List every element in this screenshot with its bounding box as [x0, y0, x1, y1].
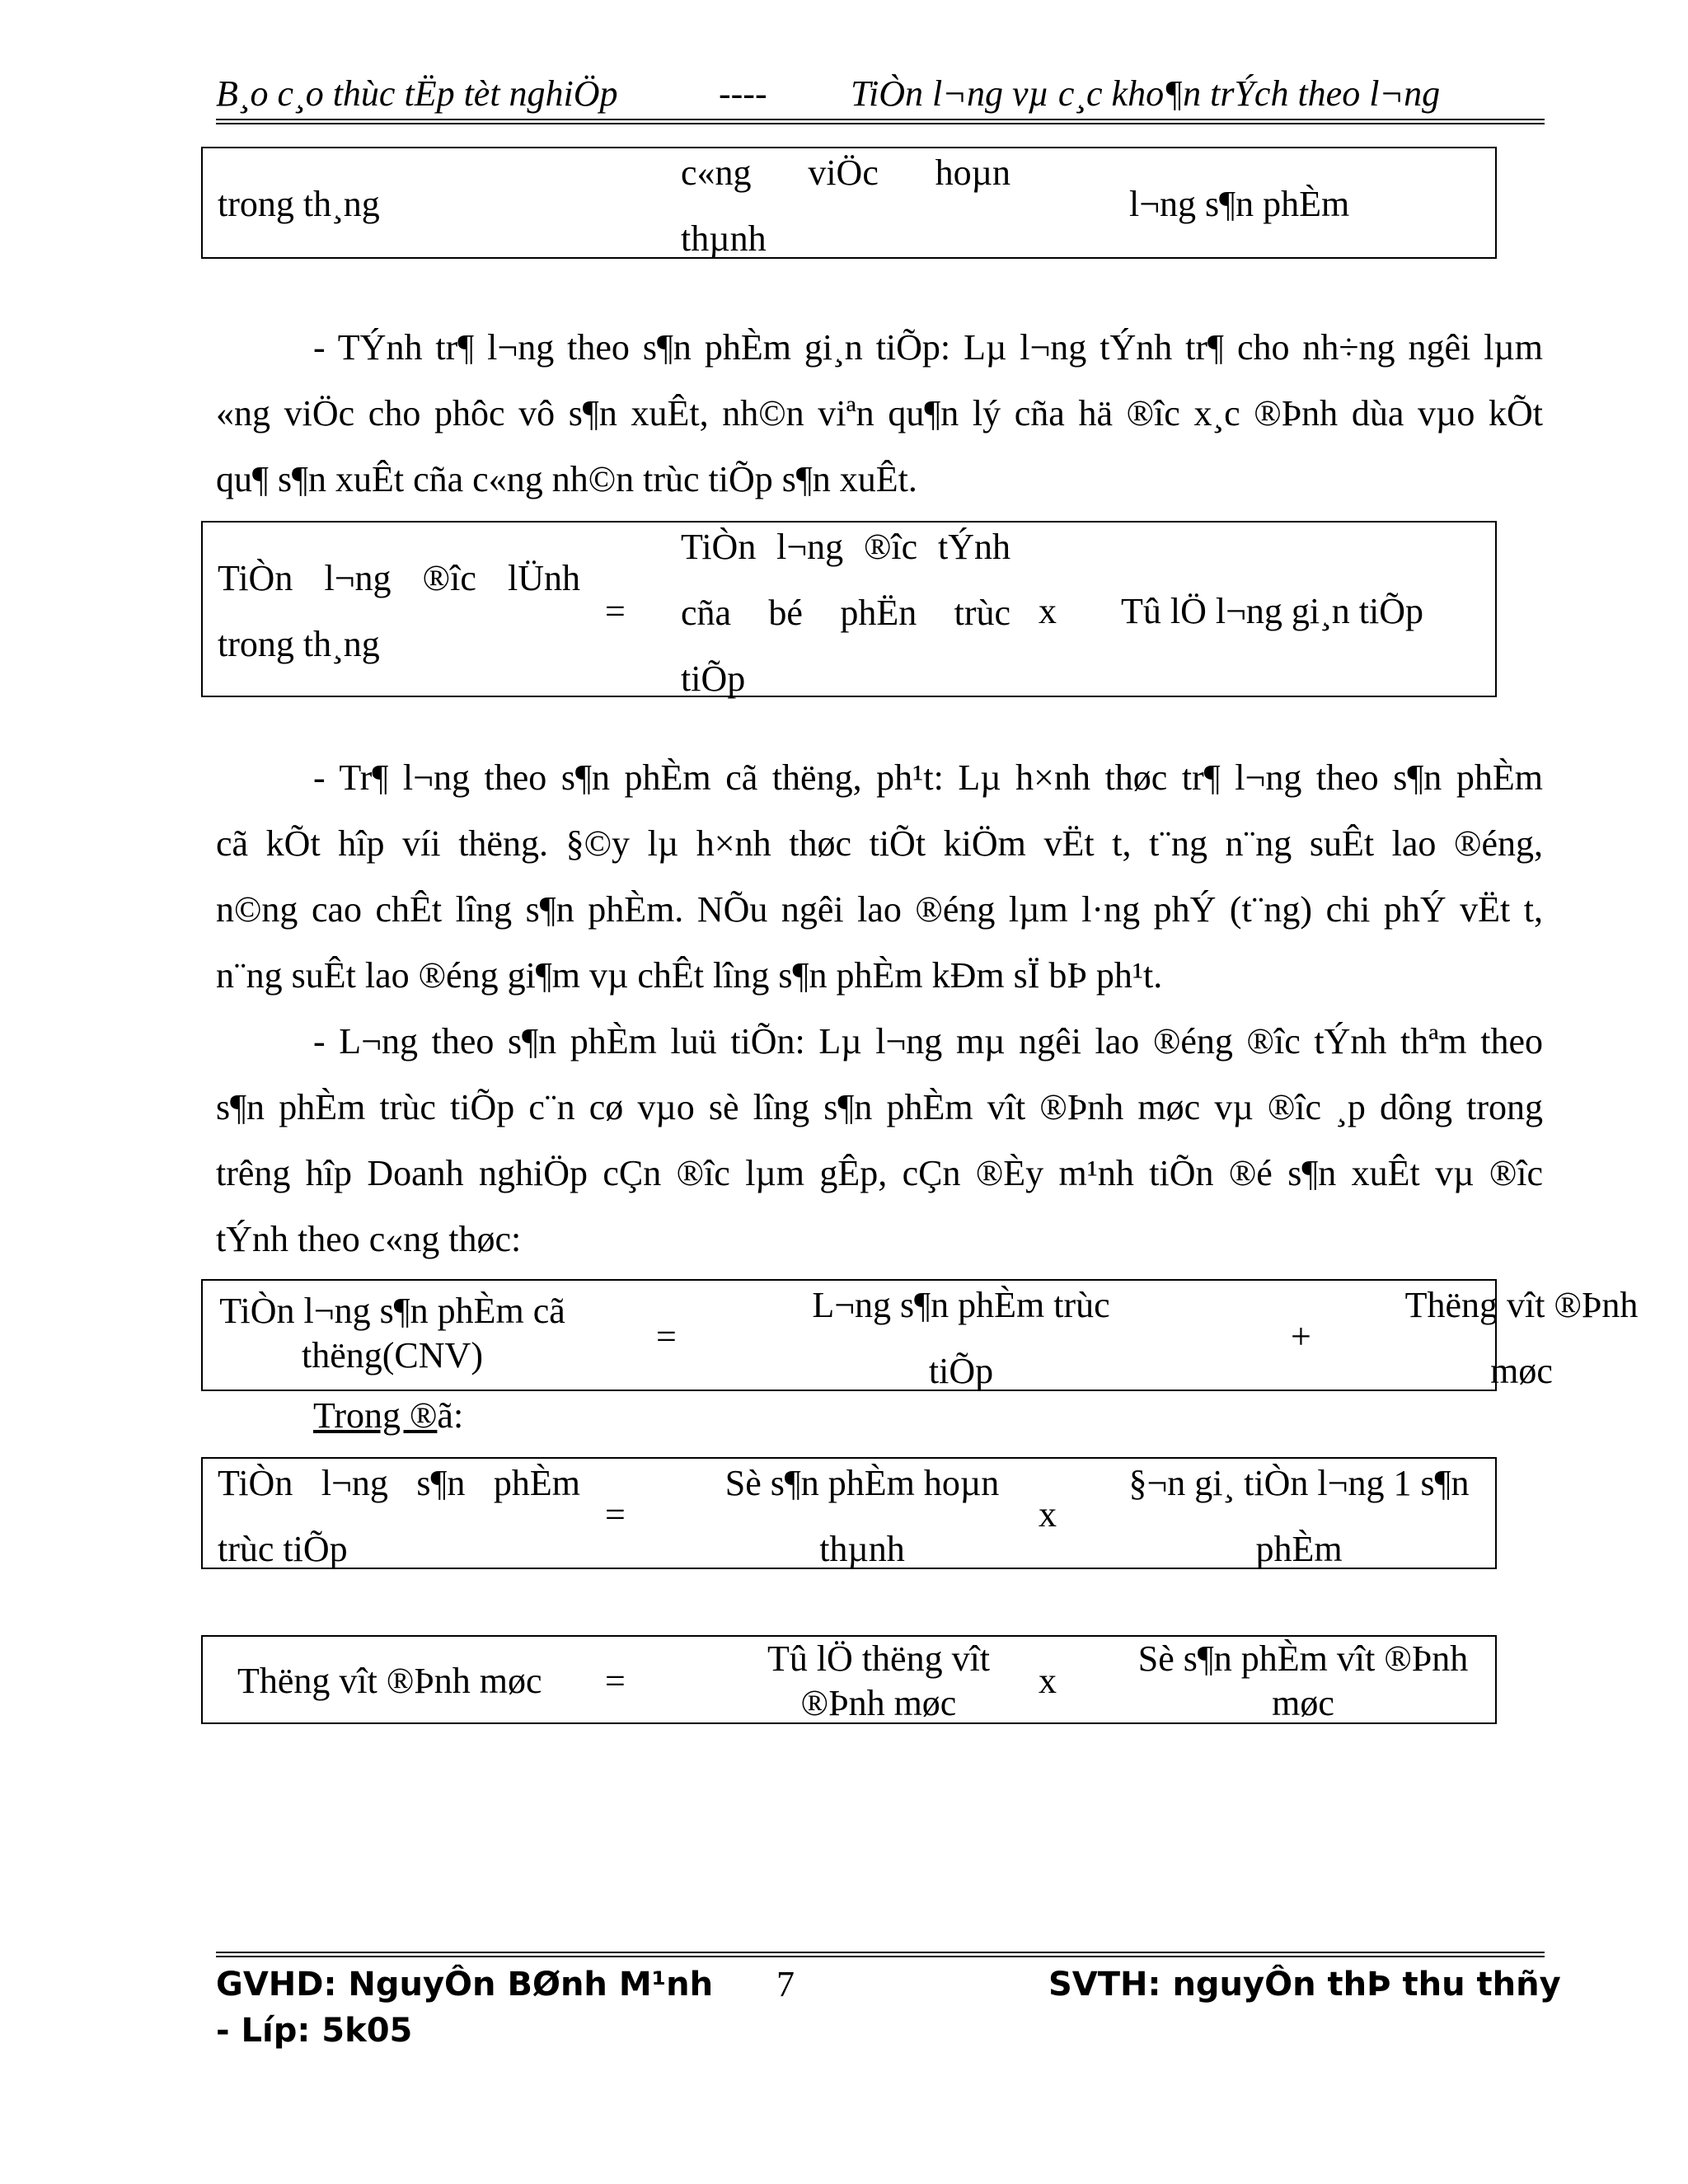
table-cell-right-line1: §¬n gi¸ tiÒn l¬ng 1 s¶n [1128, 1463, 1470, 1503]
paragraph-line: - L¬ng theo s¶n phÈm luü tiÕn: Lµ l¬ng mµ ngêi lao ®éng ®îc tÝnh thªm theo [313, 1021, 1543, 1062]
table-cell-mid-line2: ®Þnh møc [800, 1683, 957, 1723]
paragraph-line: n¨ng suÊt lao ®éng gi¶m vµ chÊt lîng s¶n phÈm kÐm sÏ bÞ ph¹t. [216, 955, 1163, 996]
formula-table-direct-wage [201, 1457, 1497, 1569]
header-rule [216, 123, 1545, 124]
paragraph-line: cã kÕt hîp víi thëng. §©y lµ h×nh thøc tiÕt kiÖm vËt t, t¨ng n¨ng suÊt lao ®éng, [216, 823, 1543, 864]
table-cell-left-line1: TiÒn l¬ng ®îc lÜnh [218, 558, 580, 598]
page-header [216, 73, 1543, 114]
table-cell-right-line2: møc [1272, 1683, 1334, 1723]
table-cell-right-line2: phÈm [1255, 1529, 1343, 1569]
table-operator-equals: = [605, 591, 626, 631]
footer-rule [216, 1952, 1545, 1953]
paragraph-line: trêng hîp Doanh nghiÖp cÇn ®îc lµm gÊp, cÇn ®Èy m¹nh tiÕn ®é s¶n xuÊt vµ ®îc [216, 1153, 1543, 1193]
where-label [313, 1391, 463, 1441]
table-cell-left: Thëng vît ®Þnh møc [237, 1661, 542, 1701]
header-chapter-title: TiÒn l¬ng vµ c¸c kho¶n trÝch theo l¬ng [851, 73, 1441, 114]
paragraph-line: s¶n phÈm trùc tiÕp c¨n cø vµo sè lîng s¶n phÈm vît ®Þnh møc vµ ®îc ¸p dông trong [216, 1087, 1543, 1127]
table-cell-mid-line2: thµnh [819, 1529, 905, 1569]
header-separator: ---- [719, 73, 767, 114]
table-cell-right: Tû lÖ l¬ng gi¸n tiÕp [1121, 591, 1424, 631]
table-cell-mid-line3: tiÕp [681, 658, 746, 699]
table-cell-right-line1: Thëng vît ®Þnh [1404, 1285, 1639, 1325]
table-cell-left-line1: TiÒn l¬ng s¶n phÈm [218, 1463, 580, 1503]
formula-table-bonus-wage [201, 1279, 1639, 1391]
formula-table-continuation [201, 147, 1497, 259]
footer-class: - Líp: 5k05 [216, 2012, 413, 2050]
table-operator-equals: = [605, 1661, 626, 1701]
paragraph-line: tÝnh theo c«ng thøc: [216, 1219, 522, 1259]
formula-table-indirect-wage [201, 521, 1497, 697]
table-cell-mid-line1: c«ng viÖc hoµn [681, 152, 1010, 193]
footer-rule [216, 1956, 1545, 1957]
table-operator-multiply: x [1039, 591, 1057, 631]
table-operator-multiply: x [1039, 1661, 1057, 1701]
table-cell-mid-line2: tiÕp [928, 1351, 994, 1391]
table-operator-equals: = [605, 1494, 626, 1535]
table-operator-multiply: x [1039, 1494, 1057, 1535]
table-operator-plus: + [1291, 1316, 1311, 1357]
table-cell-right: l¬ng s¶n phÈm [1129, 184, 1350, 224]
table-cell-mid-line1: Sè s¶n phÈm hoµn [724, 1463, 1000, 1503]
table-cell-left-line2: trùc tiÕp [218, 1529, 348, 1569]
where-label-rest: ã: [437, 1395, 464, 1436]
paragraph-progressive-wage [216, 1009, 1543, 1272]
header-report-title: B¸o c¸o thùc tËp tèt nghiÖp [216, 73, 618, 114]
table-cell-mid-line2: cña bé phËn trùc [681, 593, 1010, 633]
table-cell-left-line2: trong th¸ng [218, 624, 380, 664]
page-footer [216, 1961, 1561, 2060]
table-cell-mid-line1: L¬ng s¶n phÈm trùc [812, 1285, 1110, 1325]
table-cell-left: TiÒn l¬ng s¶n phÈm cã thëng(CNV) [219, 1291, 565, 1376]
formula-table-bonus-over-quota [201, 1635, 1497, 1724]
table-cell-mid-line1: TiÒn l¬ng ®îc tÝnh [681, 527, 1010, 567]
footer-supervisor: GVHD: NguyÔn BØnh M¹nh [216, 1966, 714, 2004]
paragraph-indirect-piece-wage [216, 315, 1543, 513]
table-operator-equals: = [656, 1316, 677, 1357]
paragraph-line: - TÝnh tr¶ l¬ng theo s¶n phÈm gi¸n tiÕp: Lµ l¬ng tÝnh tr¶ cho nh÷ng ngêi lµm [313, 327, 1543, 368]
header-rule [216, 119, 1545, 120]
paragraph-bonus-penalty-wage [216, 745, 1543, 1009]
paragraph-line: «ng viÖc cho phôc vô s¶n xuÊt, nh©n viªn qu¶n lý cña hä ®îc x¸c ®Þnh dùa vµo kÕt [216, 393, 1543, 434]
paragraph-line: qu¶ s¶n xuÊt cña c«ng nh©n trùc tiÕp s¶n xuÊt. [216, 459, 917, 499]
page-number: 7 [776, 1964, 795, 2004]
table-cell-right-line1: Sè s¶n phÈm vît ®Þnh [1137, 1638, 1469, 1679]
table-cell-mid-line2: thµnh [681, 218, 767, 259]
paragraph-line: - Tr¶ l¬ng theo s¶n phÈm cã thëng, ph¹t: Lµ h×nh thøc tr¶ l¬ng theo s¶n phÈm [313, 757, 1543, 798]
table-cell-left: trong th¸ng [218, 184, 380, 224]
where-label-underlined: Trong ® [313, 1395, 438, 1436]
table-cell-mid-line1: Tû lÖ thëng vît [767, 1638, 991, 1679]
table-cell-right-line2: møc [1490, 1351, 1553, 1391]
footer-student: SVTH: nguyÔn thÞ thu thñy [1048, 1966, 1561, 2004]
paragraph-line: n©ng cao chÊt lîng s¶n phÈm. NÕu ngêi lao ®éng lµm l·ng phÝ (t¨ng) chi phÝ vËt t, [216, 889, 1543, 930]
